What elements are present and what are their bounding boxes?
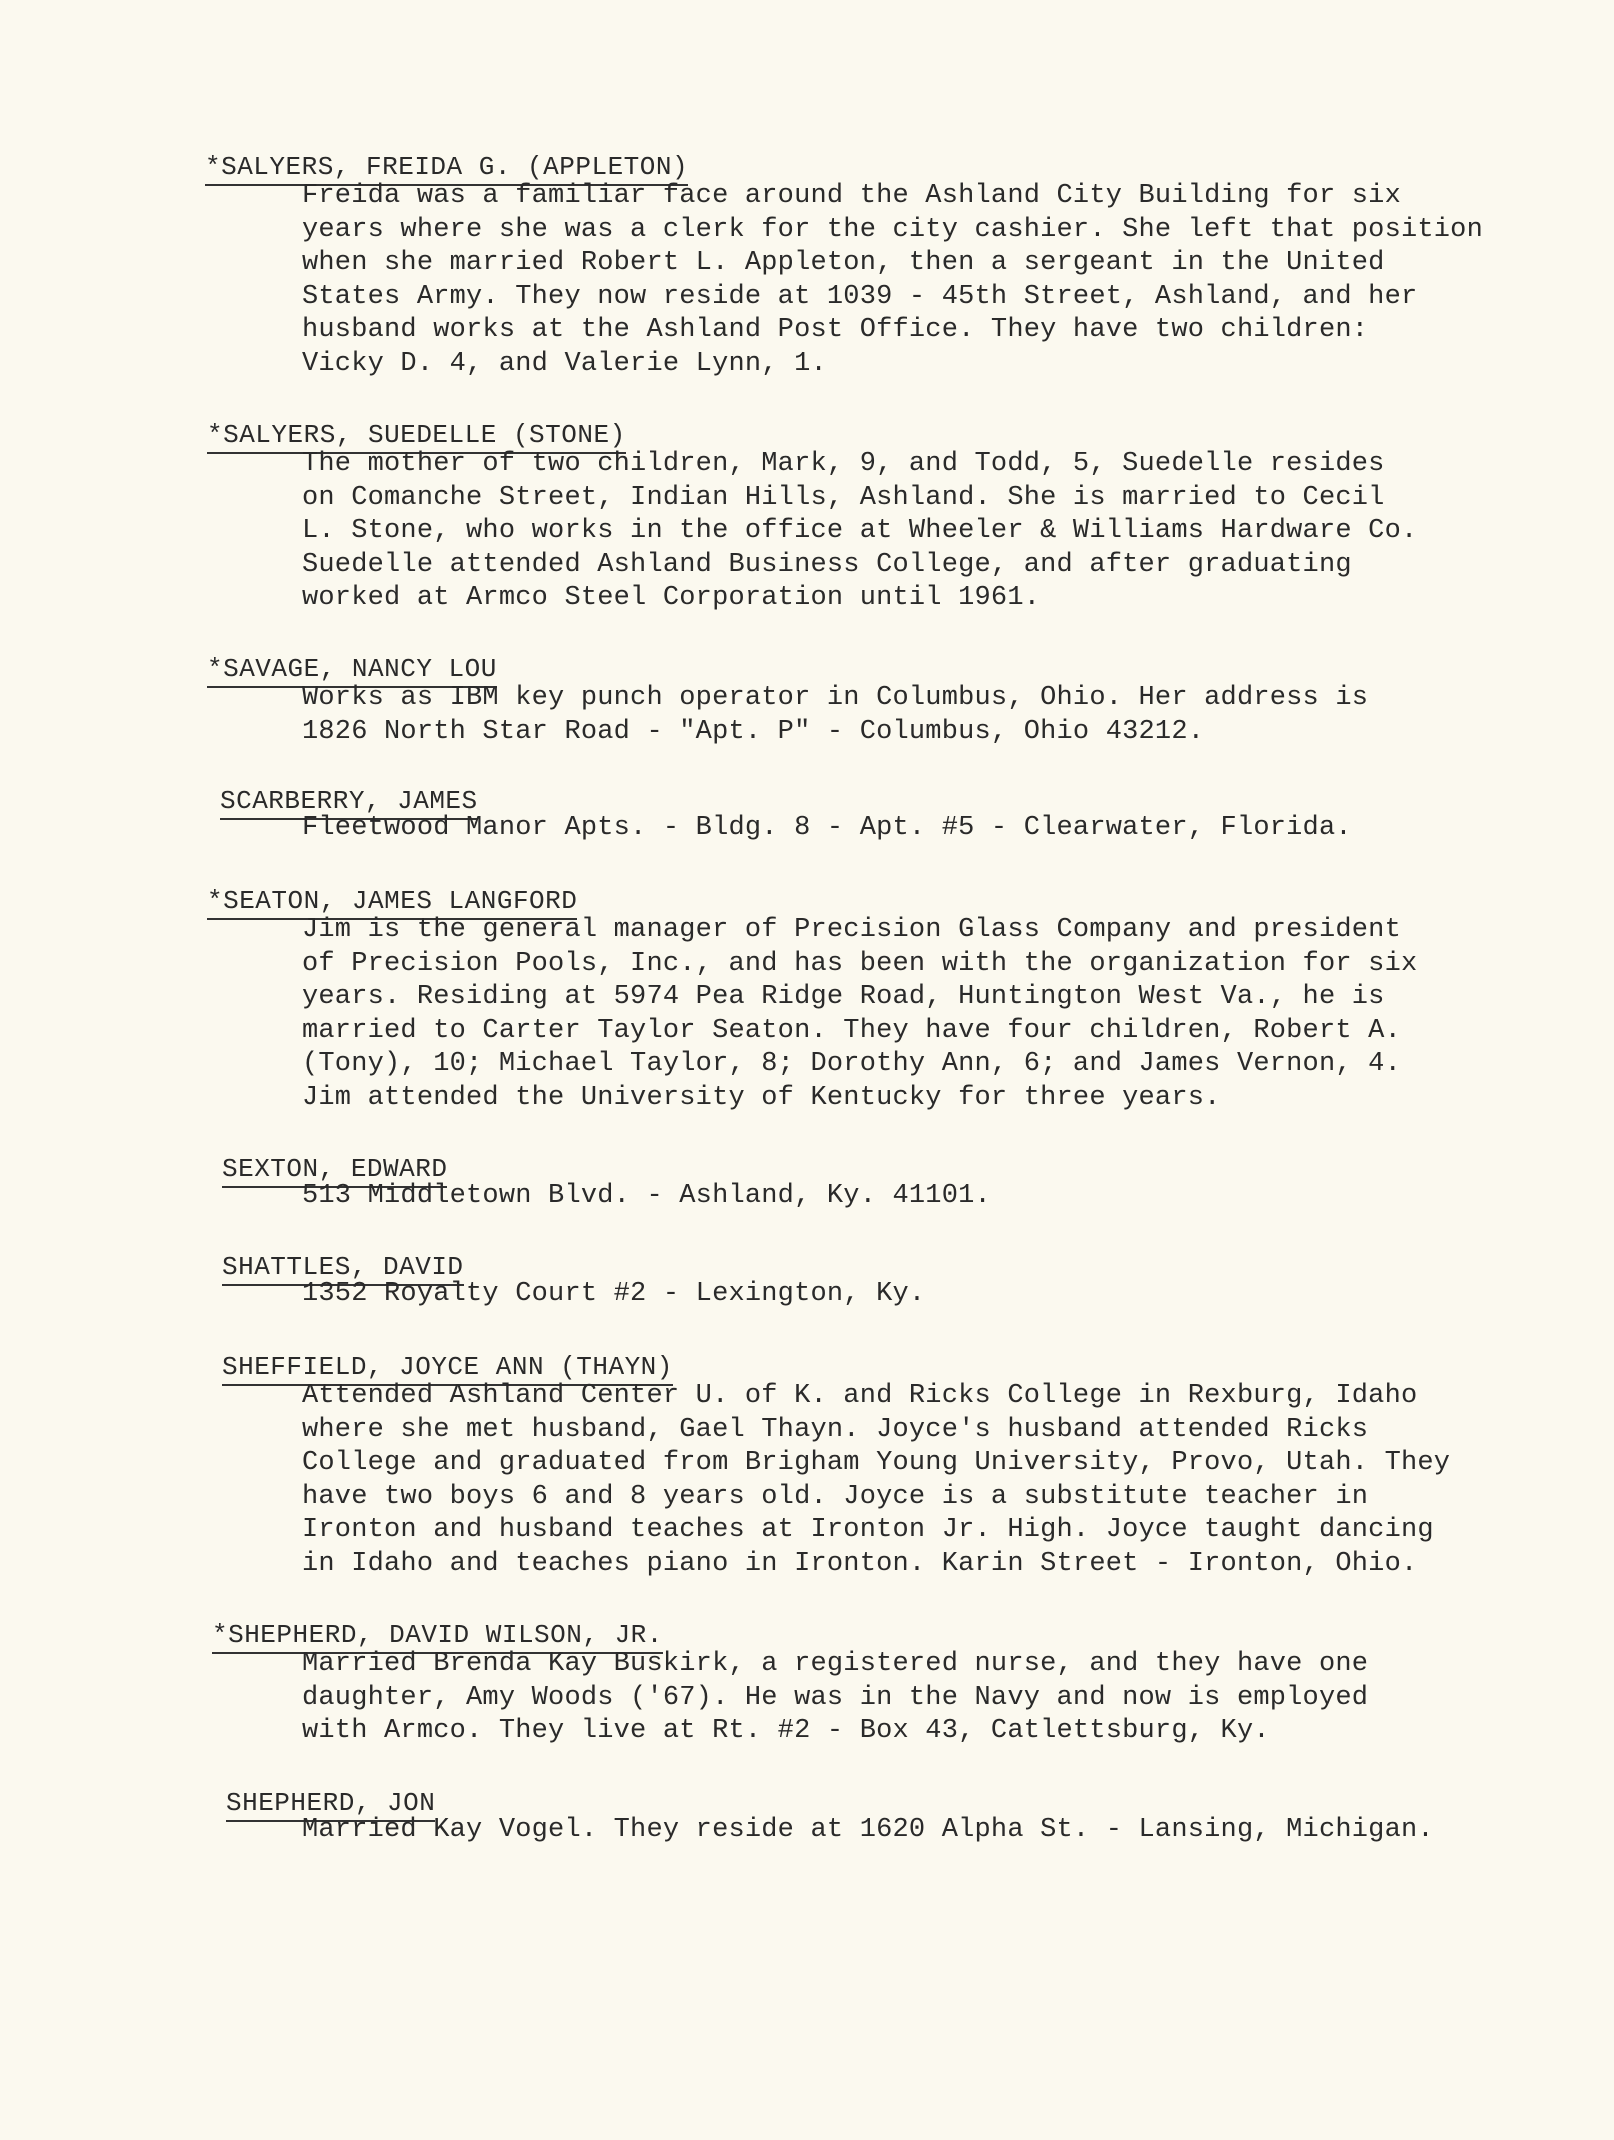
entry-shattles-david: [0, 1252, 1614, 1309]
body-line: Married Brenda Kay Buskirk, a registered nurse, and they have one: [302, 1649, 1369, 1679]
entry-body: [302, 1180, 991, 1214]
body-line: Fleetwood Manor Apts. - Bldg. 8 - Apt. #5 - Clearwater, Florida.: [302, 813, 1352, 843]
entry-body: [302, 1278, 925, 1312]
entry-shepherd-david: [0, 1620, 1614, 1746]
entry-name: *SEATON, JAMES LANGFORD: [207, 886, 577, 920]
body-line: L. Stone, who works in the office at Wheeler & Williams Hardware Co.: [302, 516, 1418, 546]
entry-name: *SHEPHERD, DAVID WILSON, JR.: [212, 1620, 663, 1654]
body-line: Attended Ashland Center U. of K. and Ricks College in Rexburg, Idaho: [302, 1381, 1418, 1411]
body-line: 513 Middletown Blvd. - Ashland, Ky. 41101.: [302, 1181, 991, 1211]
entry-body: [302, 180, 1483, 381]
entry-name: *SALYERS, FREIDA G. (APPLETON): [205, 152, 688, 186]
entry-body: [302, 1814, 1434, 1848]
entry-savage-nancy: [0, 654, 1614, 747]
entry-body: [302, 682, 1368, 749]
entry-salyers-suedelle: [0, 420, 1614, 613]
body-line: years where she was a clerk for the city cashier. She left that position: [302, 214, 1483, 245]
body-line: married to Carter Taylor Seaton. They have four children, Robert A.: [302, 1015, 1401, 1046]
body-line: of Precision Pools, Inc., and has been with the organization for six: [302, 948, 1418, 979]
entry-name: SHEPHERD, JON: [226, 1788, 435, 1822]
entry-salyers-freida: [0, 152, 1614, 379]
body-line: worked at Armco Steel Corporation until 1961.: [302, 583, 1041, 613]
body-line: 1826 North Star Road - "Apt. P" - Columbus, Ohio 43212.: [302, 716, 1205, 747]
body-line: Works as IBM key punch operator in Columbus, Ohio. Her address is: [302, 683, 1369, 713]
body-line: Jim attended the University of Kentucky for three years.: [302, 1082, 1221, 1113]
body-line: years. Residing at 5974 Pea Ridge Road, Huntington West Va., he is: [302, 982, 1385, 1012]
body-line: in Idaho and teaches piano in Ironton. Karin Street - Ironton, Ohio.: [302, 1548, 1418, 1579]
entry-body: [302, 812, 1352, 846]
entry-sexton-edward: [0, 1154, 1614, 1211]
body-line: Jim is the general manager of Precision Glass Company and president: [302, 915, 1401, 945]
body-line: have two boys 6 and 8 years old. Joyce is a substitute teacher in: [302, 1481, 1369, 1512]
entry-name: *SALYERS, SUEDELLE (STONE): [207, 420, 626, 454]
entry-seaton-james: [0, 886, 1614, 1113]
entry-body: [302, 448, 1417, 616]
entry-scarberry-james: [0, 786, 1614, 843]
entry-name: SEXTON, EDWARD: [222, 1154, 447, 1188]
entry-name: SHATTLES, DAVID: [222, 1252, 464, 1286]
body-line: States Army. They now reside at 1039 - 45th Street, Ashland, and her: [302, 281, 1418, 312]
body-line: The mother of two children, Mark, 9, and Todd, 5, Suedelle resides: [302, 449, 1385, 479]
body-line: 1352 Royalty Court #2 - Lexington, Ky.: [302, 1279, 926, 1309]
body-line: College and graduated from Brigham Young University, Provo, Utah. They: [302, 1448, 1451, 1478]
body-line: husband works at the Ashland Post Office. They have two children:: [302, 315, 1369, 345]
entry-body: [302, 914, 1417, 1115]
entry-body: [302, 1380, 1450, 1581]
entry-shepherd-jon: [0, 1788, 1614, 1845]
body-line: daughter, Amy Woods ('67). He was in the Navy and now is employed: [302, 1682, 1369, 1713]
entry-name: SCARBERRY, JAMES: [220, 786, 478, 820]
body-line: (Tony), 10; Michael Taylor, 8; Dorothy Ann, 6; and James Vernon, 4.: [302, 1049, 1401, 1079]
body-line: Suedelle attended Ashland Business College, and after graduating: [302, 549, 1352, 580]
body-line: Married Kay Vogel. They reside at 1620 Alpha St. - Lansing, Michigan.: [302, 1815, 1434, 1845]
entry-body: [302, 1648, 1368, 1749]
body-line: on Comanche Street, Indian Hills, Ashland. She is married to Cecil: [302, 482, 1385, 513]
body-line: Freida was a familiar face around the Ashland City Building for six: [302, 181, 1401, 211]
body-line: Vicky D. 4, and Valerie Lynn, 1.: [302, 348, 827, 379]
body-line: Ironton and husband teaches at Ironton Jr. High. Joyce taught dancing: [302, 1515, 1434, 1545]
body-line: with Armco. They live at Rt. #2 - Box 43, Catlettsburg, Ky.: [302, 1716, 1270, 1746]
entry-name: SHEFFIELD, JOYCE ANN (THAYN): [222, 1352, 673, 1386]
body-line: when she married Robert L. Appleton, then a sergeant in the United: [302, 248, 1385, 278]
entry-sheffield-joyce: [0, 1352, 1614, 1579]
entry-name: *SAVAGE, NANCY LOU: [207, 654, 497, 688]
body-line: where she met husband, Gael Thayn. Joyce's husband attended Ricks: [302, 1414, 1369, 1445]
